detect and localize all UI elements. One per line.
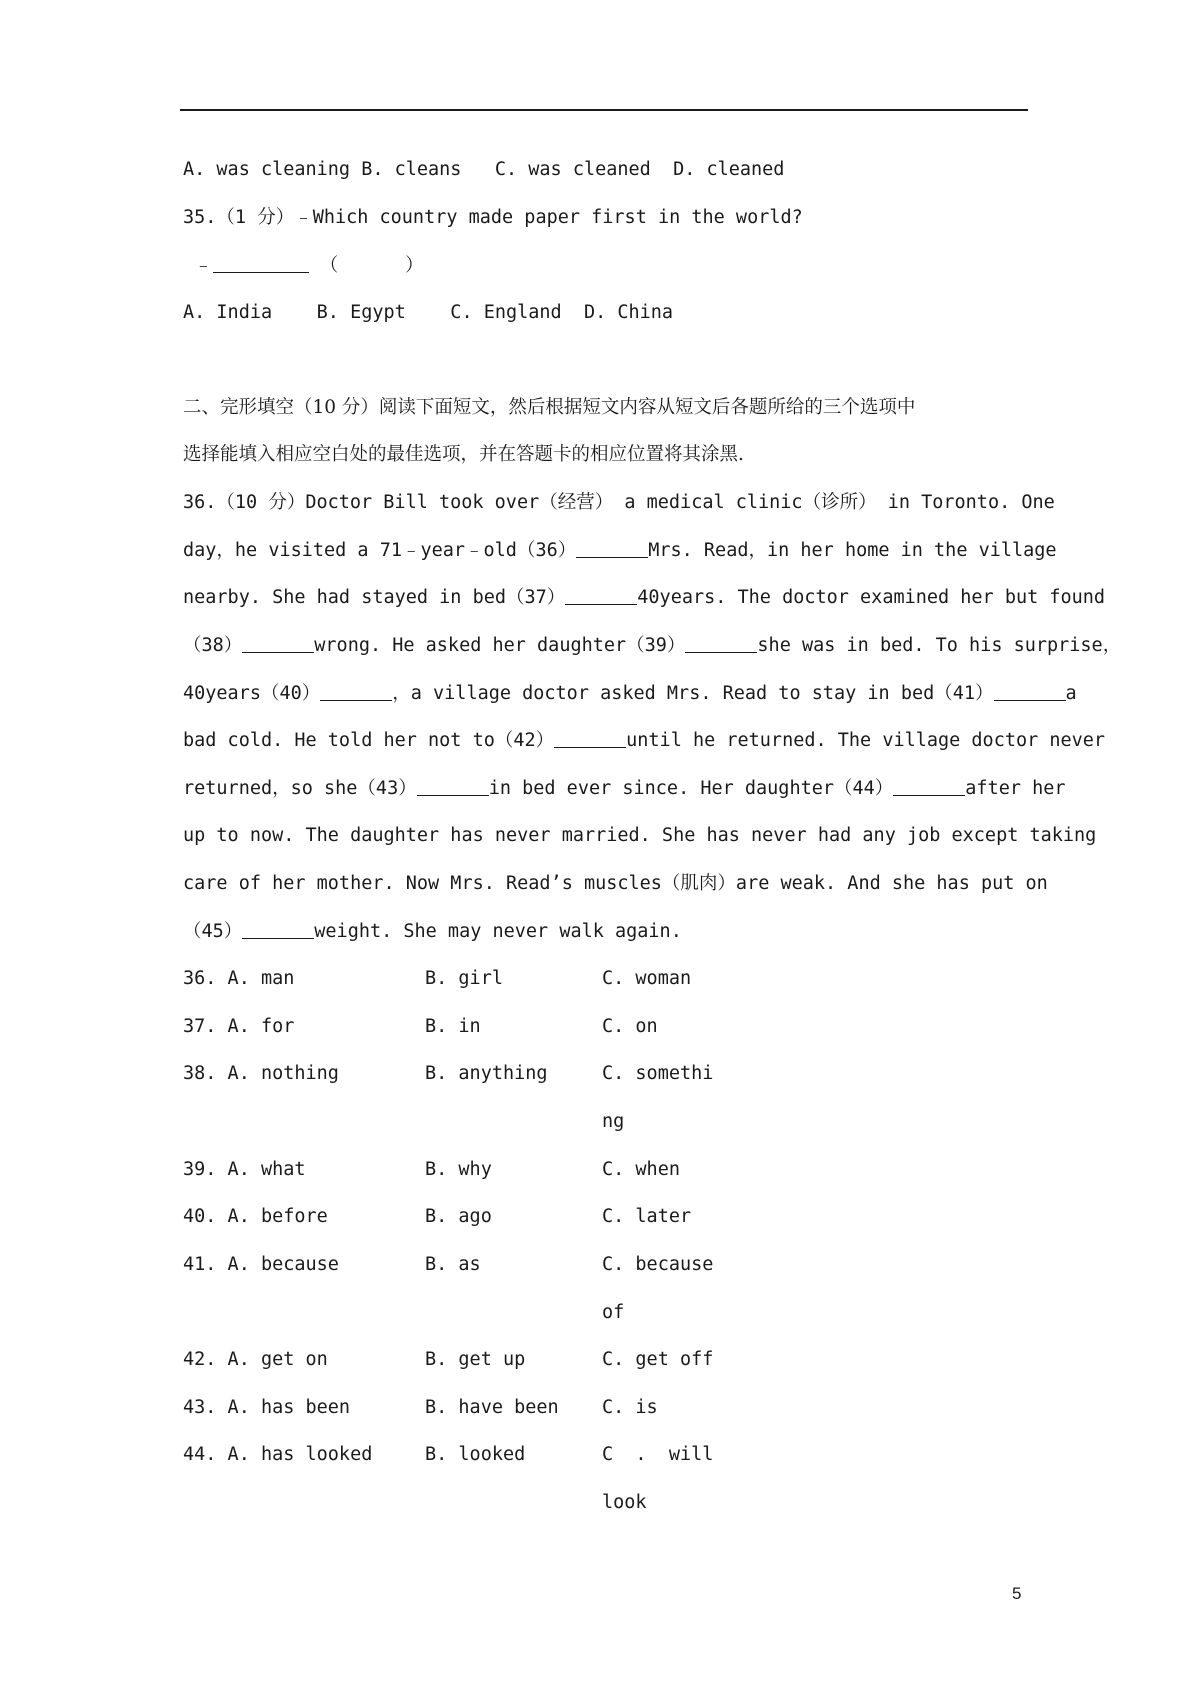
choice-a: 42. A. get on: [183, 1349, 328, 1370]
passage-line-3: [183, 585, 1106, 611]
choice-c-continued: look: [602, 1492, 647, 1513]
choice-b: B. have been: [425, 1397, 559, 1418]
passage-line-7: [183, 776, 1066, 802]
choice-b: B. anything: [425, 1063, 548, 1084]
passage-line-6: [183, 728, 1106, 754]
header-rule: [180, 109, 1028, 111]
q35-answer-line: [183, 253, 424, 279]
choice-c: C. somethi: [602, 1063, 714, 1084]
passage-text: she was in bed. To his surprise，: [757, 635, 1122, 656]
page-number: 5: [1012, 1584, 1022, 1603]
passage-text: 40years. The doctor examined her but found: [637, 587, 1106, 608]
passage-line-4: [183, 633, 1122, 659]
choice-b: B. get up: [425, 1349, 526, 1370]
blank-36: [576, 539, 648, 558]
choice-c: C. later: [602, 1206, 692, 1227]
choice-b: B. looked: [425, 1444, 526, 1465]
choice-a: 39. A. what: [183, 1159, 306, 1180]
passage-line-2: [183, 538, 1057, 564]
passage-text: wrong. He asked her daughter（39）: [314, 635, 686, 656]
choice-a: 36. A. man: [183, 968, 295, 989]
choice-b: B. in: [425, 1016, 481, 1037]
passage-text: Mrs. Read，in her home in the village: [648, 540, 1057, 561]
passage-text: bad cold. He told her not to（42）: [183, 730, 555, 751]
passage-text: a: [1065, 683, 1077, 704]
blank-41: [994, 682, 1066, 701]
blank-45: [242, 920, 314, 939]
passage-line-5: [183, 681, 1077, 707]
blank-42: [554, 729, 626, 748]
passage-text: （45）: [183, 921, 243, 942]
blank-39: [685, 634, 757, 653]
q35-answer-prefix: ﹣: [183, 255, 213, 276]
choice-c: C. when: [602, 1159, 680, 1180]
passage-text: in bed ever since. Her daughter（44）: [488, 778, 894, 799]
section2-heading-line2: 选择能填入相应空白处的最佳选项，并在答题卡的相应位置将其涂黑.: [183, 444, 744, 465]
choice-a: 38. A. nothing: [183, 1063, 339, 1084]
passage-line-8: up to now. The daughter has never married. She has never had any job except taking: [183, 825, 1097, 846]
choice-c: C. get off: [602, 1349, 714, 1370]
choice-b: B. girl: [425, 968, 503, 989]
q34-options: A. was cleaning B. cleans C. was cleaned D. cleaned: [183, 159, 785, 180]
choice-c: C . will: [602, 1444, 714, 1465]
passage-text: 40years（40）: [183, 683, 321, 704]
passage-text: weight. She may never walk again.: [314, 921, 682, 942]
choice-c-continued: of: [602, 1302, 625, 1323]
q35-options: A. India B. Egypt C. England D. China: [183, 302, 674, 323]
q35-answer-paren: （ ）: [319, 255, 424, 276]
section2-heading-line1: 二、完形填空（10 分）阅读下面短文，然后根据短文内容从短文后各题所给的三个选项中: [183, 397, 916, 418]
choice-a: 40. A. before: [183, 1206, 328, 1227]
q35-prompt: 35.（1 分）﹣Which country made paper first in the world?: [183, 207, 803, 228]
choice-b: B. ago: [425, 1206, 492, 1227]
choice-c: C. because: [602, 1254, 714, 1275]
choice-c-continued: ng: [602, 1111, 625, 1132]
blank-43: [417, 777, 489, 796]
passage-line-10: [183, 919, 682, 945]
choice-c: C. woman: [602, 968, 692, 989]
passage-text: ，a village doctor asked Mrs. Read to stay in bed（41）: [392, 683, 994, 704]
choice-b: B. why: [425, 1159, 492, 1180]
blank-40: [320, 682, 392, 701]
passage-text: returned，so she（43）: [183, 778, 417, 799]
blank-44: [893, 777, 965, 796]
passage-text: until he returned. The village doctor never: [626, 730, 1106, 751]
choice-c: C. is: [602, 1397, 658, 1418]
choice-a: 44. A. has looked: [183, 1444, 373, 1465]
passage-line-9: care of her mother. Now Mrs. Read’s muscles（肌肉）are weak. And she has put on: [183, 873, 1048, 894]
choice-a: 37. A. for: [183, 1016, 295, 1037]
blank-37: [565, 586, 637, 605]
passage-text: after her: [965, 778, 1066, 799]
choice-a: 41. A. because: [183, 1254, 339, 1275]
passage-text: day，he visited a 71﹣year﹣old（36）: [183, 540, 577, 561]
choice-b: B. as: [425, 1254, 481, 1275]
q35-answer-blank: [213, 254, 309, 273]
passage-line-1: 36.（10 分）Doctor Bill took over（经营） a medical clinic（诊所） in Toronto. One: [183, 492, 1055, 513]
choice-c: C. on: [602, 1016, 658, 1037]
choice-a: 43. A. has been: [183, 1397, 351, 1418]
passage-text: nearby. She had stayed in bed（37）: [183, 587, 566, 608]
passage-text: （38）: [183, 635, 243, 656]
blank-38: [242, 634, 314, 653]
